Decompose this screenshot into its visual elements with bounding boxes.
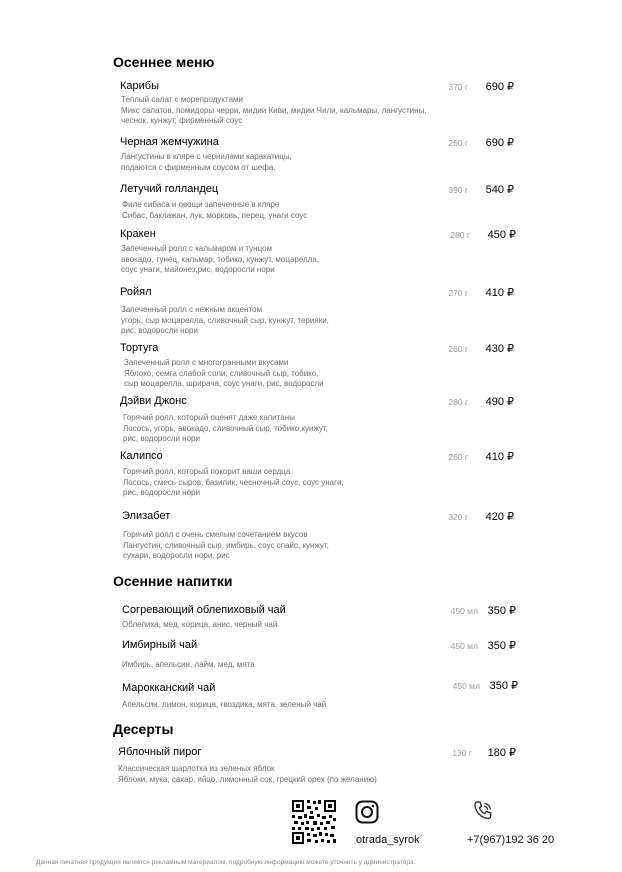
item-description: Теплый салат с морепродуктами Микс салатов, помидоры черри, мидии Киви, мидии Чили, кальмары, лангустины, чеснок, кунжут, фирменный соус: [121, 95, 427, 125]
item-price: 410 ₽: [485, 287, 514, 299]
item-weight: 260 г: [448, 138, 468, 148]
section-title-desserts: Десерты: [113, 721, 174, 737]
item-weight: 450 мл: [450, 641, 478, 651]
item-weight: 270 г: [448, 288, 468, 298]
item-description: Апельсин, лимон, корица, гвоздика, мята, зеленый чай: [122, 700, 327, 709]
item-price: 540 ₽: [485, 184, 514, 196]
item-weight: 320 г: [448, 512, 468, 522]
phone-icon[interactable]: [471, 799, 495, 823]
qr-code-icon[interactable]: [291, 799, 337, 845]
item-price: 430 ₽: [485, 343, 514, 355]
item-description: Горячий ролл, который оценят даже капитаны Лосось, угорь, авокадо, сливочный сыр, тобико,кунжут, рис, водоросли нори: [123, 413, 328, 443]
item-description: Горячий ролл с очень смелым сочетанием вкусов Лангустин, сливочный сыр, имбирь, соус спайс, кунжут, сухари, водоросли нори, рис: [123, 530, 329, 560]
item-price: 450 ₽: [487, 229, 516, 241]
section-title-autumn-drinks: Осенние напитки: [113, 573, 233, 589]
item-name: Черная жемчужина: [120, 136, 219, 148]
instagram-icon[interactable]: [355, 800, 379, 824]
item-description: Филе сибаса и овощи запеченные в кляре Сибас, баклажан, лук, морковь, перец, унаги соус: [122, 200, 308, 220]
item-price: 350 ₽: [489, 680, 518, 692]
item-price: 350 ₽: [487, 605, 516, 617]
item-price: 410 ₽: [485, 451, 514, 463]
item-description: Запеченный ролл с кальмаром и тунцом авокадо, тунец, кальмар, тобико, кунжут, моцарелла, соус унаги, майонез,рис, водоросли нори: [121, 244, 320, 274]
item-name: Калипсо: [120, 450, 163, 462]
item-weight: 280 г: [448, 397, 468, 407]
section-title-autumn-menu: Осеннее меню: [113, 54, 215, 70]
item-description: Облепиха, мед, корица, анис, черный чай: [122, 620, 278, 629]
item-price: 690 ₽: [485, 81, 514, 93]
item-description: Классическая шарлотка из зеленых яблок Яблоки, мука, сахар, яйцо, лимонный сок, грецкий орех (по желанию): [118, 764, 377, 784]
item-weight: 260 г: [448, 452, 468, 462]
item-name: Дэйви Джонс: [120, 395, 187, 407]
item-name: Кракен: [120, 228, 156, 240]
item-price: 490 ₽: [485, 396, 514, 408]
item-name: Карибы: [120, 80, 159, 92]
item-price: 350 ₽: [487, 640, 516, 652]
item-weight: 390 г: [448, 185, 468, 195]
item-name: Летучий голландец: [120, 183, 219, 195]
item-name: Яблочный пирог: [118, 746, 202, 758]
item-weight: 280 г: [450, 230, 470, 240]
item-price: 180 ₽: [487, 747, 516, 759]
footer-note: Данная печатная продукция является рекламным материалом, подробную информацию можете уточнить у администратора.: [36, 859, 416, 866]
item-description: Запеченный ролл с многогранными вкусами Яблоко, семга слабой соли, сливочный сыр, тобико, сыр моцарелла, шрирача, соус унаги, рис, водоросли: [124, 358, 324, 388]
item-name: Согревающий облепиховый чай: [122, 604, 286, 616]
item-price: 420 ₽: [485, 511, 514, 523]
item-weight: 450 мл: [450, 606, 478, 616]
item-description: Имбирь, апельсин, лайм, мед, мята: [122, 660, 255, 669]
instagram-handle[interactable]: otrada_syrok: [356, 834, 420, 846]
item-weight: 370 г: [448, 82, 468, 92]
item-description: Лангустины в кляре с чернилами каракатицы, подаются с фирменным соусом от шефа.: [121, 152, 292, 172]
item-price: 690 ₽: [485, 137, 514, 149]
item-weight: 260 г: [448, 344, 468, 354]
phone-number[interactable]: +7(967)192 36 20: [467, 834, 555, 846]
item-weight: 130 г: [452, 748, 472, 758]
item-name: Ройял: [120, 286, 152, 298]
item-weight: 450 мл: [452, 681, 480, 691]
item-description: Горячий ролл, который покорит ваши сердца Лосось, смесь сыров, базилик, чесночный соус, соус унаги, рис, водоросли нори: [123, 467, 344, 497]
item-name: Тортуга: [120, 342, 159, 354]
item-name: Марокканский чай: [122, 682, 216, 694]
item-name: Имбирный чай: [122, 639, 198, 651]
item-name: Элизабет: [122, 510, 171, 522]
item-description: Запеченный ролл с нежным акцентом угорь, сыр моцарелла, сливочный сыр, кунжут, терияки, рис, водоросли нори: [121, 305, 329, 335]
